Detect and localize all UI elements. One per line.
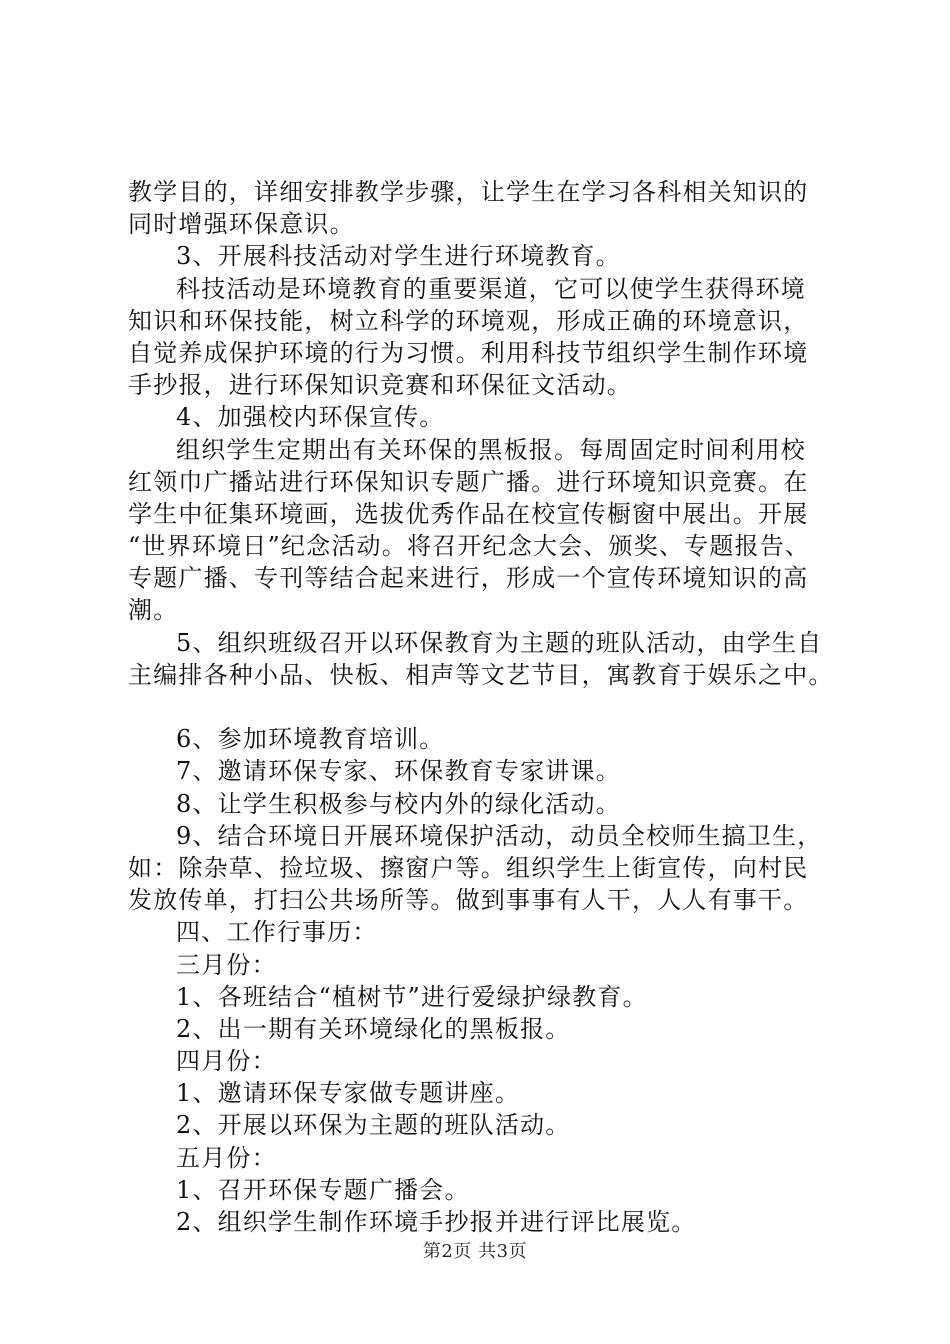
text-line: 7、邀请环保专家、环保教育专家讲课。 <box>176 757 621 786</box>
text-line: “世界环境日”纪念活动。将召开纪念大会、颁奖、专题报告、 <box>128 532 811 561</box>
text-line: 8、让学生积极参与校内外的绿化活动。 <box>176 789 621 818</box>
text-line: 2、组织学生制作环境手抄报并进行评比展览。 <box>176 1208 697 1236</box>
text-line: 手抄报，进行环保知识竞赛和环保征文活动。 <box>128 371 632 400</box>
text-line: 四、工作行事历： <box>176 918 378 947</box>
page-footer: 第2页 共3页 <box>422 1241 528 1262</box>
text-line: 2、出一期有关环境绿化的黑板报。 <box>176 1014 571 1043</box>
text-line: 自觉养成保护环境的行为习惯。利用科技节组织学生制作环境 <box>128 338 809 367</box>
text-line: 组织学生定期出有关环保的黑板报。每周固定时间利用校 <box>176 435 806 464</box>
document-body <box>128 176 848 1238</box>
text-line: 1、邀请环保专家做专题讲座。 <box>176 1079 521 1108</box>
text-line: 4、加强校内环保宣传。 <box>176 403 445 432</box>
text-line: 3、开展科技活动对学生进行环境教育。 <box>176 242 621 271</box>
text-line: 四月份： <box>176 1047 277 1076</box>
text-line: 5、组织班级召开以环保教育为主题的班队活动，由学生自 <box>176 628 823 657</box>
text-line: 9、结合环境日开展环境保护活动，动员全校师生搞卫生， <box>176 821 823 850</box>
text-line: 教学目的，详细安排教学步骤，让学生在学习各科相关知识的 <box>128 178 809 206</box>
text-line: 红领巾广播站进行环保知识专题广播。进行环境知识竞赛。在 <box>128 467 809 496</box>
text-line: 潮。 <box>128 596 179 625</box>
text-line: 1、召开环保专题广播会。 <box>176 1175 470 1204</box>
text-line: 发放传单，打扫公共场所等。做到事事有人干，人人有事干。 <box>128 886 809 915</box>
text-line: 如：除杂草、捡垃圾、擦窗户等。组织学生上街宣传，向村民 <box>128 853 809 882</box>
text-line: 2、开展以环保为主题的班队活动。 <box>176 1111 571 1140</box>
text-line: 学生中征集环境画，选拔优秀作品在校宣传橱窗中展出。开展 <box>128 499 809 528</box>
text-line: 主编排各种小品、快板、相声等文艺节目，寓教育于娱乐之中。 <box>128 660 834 689</box>
blank-line <box>128 691 848 723</box>
text-line: 知识和环保技能，树立科学的环境观，形成正确的环境意识， <box>128 306 809 335</box>
text-line: 6、参加环境教育培训。 <box>176 725 445 754</box>
text-line: 科技活动是环境教育的重要渠道，它可以使学生获得环境 <box>176 274 806 303</box>
text-line: 五月份： <box>176 1143 277 1172</box>
text-line: 1、各班结合“植树节”进行爱绿护绿教育。 <box>176 982 648 1011</box>
text-line: 专题广播、专刊等结合起来进行，形成一个宣传环境知识的高 <box>128 564 809 593</box>
text-line: 三月份： <box>176 950 277 979</box>
text-line: 同时增强环保意识。 <box>128 210 355 239</box>
